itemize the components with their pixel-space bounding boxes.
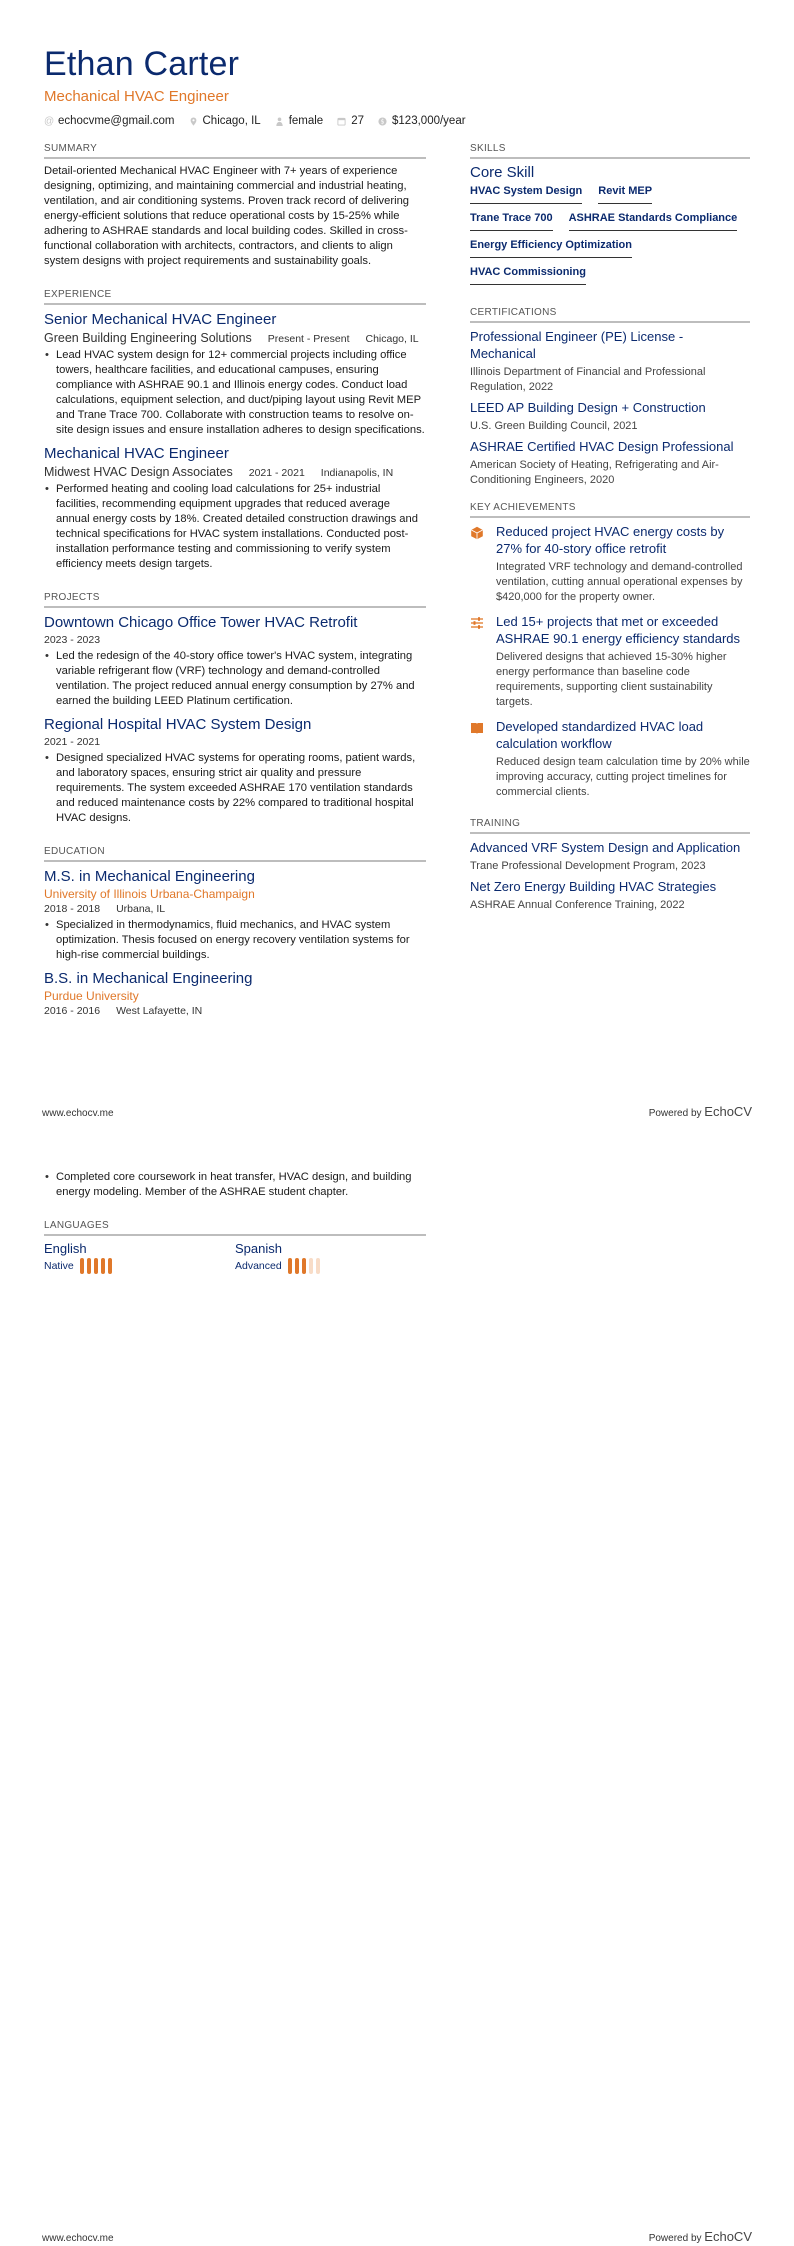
cert-issuer: Illinois Department of Financial and Professional Regulation, 2022 — [470, 366, 706, 393]
summary-heading: SUMMARY — [44, 143, 426, 159]
languages-heading: LANGUAGES — [44, 1220, 426, 1236]
footer-brand: EchoCV — [704, 1104, 752, 1119]
language-name: Spanish — [235, 1241, 282, 1256]
edu-bullet: • Specialized in thermodynamics, fluid mechanics, and HVAC system optimization. Thesis focused on energy recovery ventilation systems for high-rise commercial buildings. — [44, 918, 426, 963]
cert-issuer: U.S. Green Building Council, 2021 — [470, 420, 638, 432]
training-heading: TRAINING — [470, 818, 750, 834]
contact-gender-value: female — [288, 115, 324, 127]
proficiency-bar — [108, 1258, 112, 1274]
project-item — [44, 613, 426, 709]
achievement-body — [496, 718, 750, 804]
contact-gender — [275, 115, 324, 127]
contact-email-value: echocvme@gmail.com — [58, 115, 175, 127]
summary-section — [44, 143, 426, 269]
contact-age-value: 27 — [351, 115, 365, 127]
footer-brand: EchoCV — [704, 2229, 752, 2244]
project-title: Regional Hospital HVAC System Design — [44, 716, 312, 733]
contact-location — [189, 115, 261, 127]
projects-heading: PROJECTS — [44, 592, 426, 608]
contact-age — [337, 115, 364, 127]
edu-school: University of Illinois Urbana-Champaign — [44, 887, 255, 901]
language-level: Native — [44, 1260, 74, 1272]
left-column — [44, 143, 426, 1017]
cert-issuer: American Society of Heating, Refrigerating and Air-Conditioning Engineers, 2020 — [470, 459, 719, 486]
skill-group-title: Core Skill — [470, 164, 535, 181]
language-level-row — [235, 1258, 426, 1274]
projects-section — [44, 592, 426, 826]
dollar-icon — [378, 117, 387, 126]
left-column-continued — [44, 1167, 426, 1274]
achievement-item — [470, 613, 750, 714]
achievement-body — [496, 523, 750, 609]
job-dates: Present - Present — [267, 333, 350, 345]
skills-section — [470, 143, 750, 285]
contact-list — [44, 115, 466, 127]
edu-meta — [44, 1005, 426, 1017]
cert-item — [470, 328, 750, 395]
languages-grid — [44, 1241, 426, 1274]
proficiency-bars — [80, 1258, 112, 1274]
cert-name: ASHRAE Certified HVAC Design Professional — [470, 439, 734, 454]
contact-email[interactable] — [44, 115, 175, 127]
language-item — [235, 1241, 426, 1274]
right-column — [470, 143, 750, 917]
language-name: English — [44, 1241, 87, 1256]
proficiency-bar — [101, 1258, 105, 1274]
cert-name: LEED AP Building Design + Construction — [470, 400, 706, 415]
candidate-name: Ethan Carter — [44, 45, 240, 83]
skill-chip: Trane Trace 700 — [470, 212, 553, 231]
svg-text:$: $ — [380, 118, 385, 126]
language-level-row — [44, 1258, 235, 1274]
experience-item — [44, 310, 426, 438]
book-icon — [470, 721, 484, 735]
skills-heading: SKILLS — [470, 143, 750, 159]
certifications-heading: CERTIFICATIONS — [470, 307, 750, 323]
achievements-heading: KEY ACHIEVEMENTS — [470, 502, 750, 518]
project-dates: 2021 - 2021 — [44, 736, 101, 748]
project-bullet: • Led the redesign of the 40-story office tower's HVAC system, integrating variable refrigerant flow (VRF) technology and demand-controlled ventilation. The project reduced annual energy consumption by 27% and earned the building LEED Platinum certification. — [44, 649, 426, 709]
project-title: Downtown Chicago Office Tower HVAC Retrofit — [44, 614, 358, 631]
certifications-section — [470, 307, 750, 488]
edu-dates: 2016 - 2016 — [44, 1005, 101, 1017]
footer-powered: Powered by EchoCV — [648, 2229, 752, 2244]
achievement-title: Reduced project HVAC energy costs by 27% for 40-story office retrofit — [496, 524, 725, 556]
footer-powered: Powered by EchoCV — [648, 1104, 752, 1119]
achievement-title: Developed standardized HVAC load calculation workflow — [496, 719, 704, 751]
training-section — [470, 818, 750, 913]
person-icon — [275, 117, 284, 126]
edu-degree: B.S. in Mechanical Engineering — [44, 970, 253, 987]
cert-name: Professional Engineer (PE) License - Mechanical — [470, 329, 684, 361]
language-item — [44, 1241, 235, 1274]
project-bullets — [44, 751, 426, 826]
training-name: Net Zero Energy Building HVAC Strategies — [470, 879, 717, 894]
proficiency-bar — [295, 1258, 299, 1274]
skill-chips — [470, 185, 750, 285]
languages-section — [44, 1220, 426, 1274]
edu-bullet: • Completed core coursework in heat transfer, HVAC design, and building energy modeling. Member of the ASHRAE student chapter. — [44, 1170, 426, 1200]
achievement-item — [470, 523, 750, 609]
sliders-icon — [470, 616, 484, 630]
page-footer — [42, 1104, 752, 1119]
achievement-body — [496, 613, 750, 714]
edu-meta — [44, 903, 426, 915]
job-meta — [44, 331, 426, 345]
proficiency-bar — [94, 1258, 98, 1274]
achievement-desc: Delivered designs that achieved 15-30% higher energy performance than baseline code requirements, supporting client sustainability targets. — [496, 651, 727, 708]
contact-salary-value: $123,000/year — [392, 115, 466, 127]
cert-item — [470, 438, 750, 488]
job-company: Midwest HVAC Design Associates — [44, 465, 233, 479]
job-bullet: • Lead HVAC system design for 12+ commercial projects including office towers, healthcare facilities, and educational campuses, ensuring compliance with ASHRAE 90.1 and Illinois energy codes. Conduct load calculations, equipment selection, and duct/piping layout using Revit MEP and Trane Trace 700. Collaborate with construction teams to resolve on-site design issues and ensure installation adheres to design specifications. — [44, 348, 426, 438]
summary-text: Detail-oriented Mechanical HVAC Engineer with 7+ years of experience designing, optimizing, and maintaining commercial and industrial heating, ventilation, and air conditioning systems. Proven track record of delivering energy-efficient solutions that reduce operational costs by 15-25% while adhering to ASHRAE standards and local building codes. Skilled in cross-functional collaboration with architects, contractors, and clients to align system designs with project requirements and sustainability goals. — [44, 165, 410, 267]
achievements-section — [470, 502, 750, 804]
job-bullets — [44, 348, 426, 438]
proficiency-bar — [87, 1258, 91, 1274]
training-name: Advanced VRF System Design and Application — [470, 840, 741, 855]
skill-chip: Revit MEP — [598, 185, 652, 204]
education-section — [44, 846, 426, 1017]
edu-bullets — [44, 918, 426, 963]
achievement-title: Led 15+ projects that met or exceeded ASHRAE 90.1 energy efficiency standards — [496, 614, 741, 646]
experience-heading: EXPERIENCE — [44, 289, 426, 305]
proficiency-bars — [288, 1258, 320, 1274]
project-bullets — [44, 649, 426, 709]
proficiency-bar — [302, 1258, 306, 1274]
resume-header — [44, 44, 466, 127]
job-location: Chicago, IL — [365, 333, 419, 345]
project-dates: 2023 - 2023 — [44, 634, 101, 646]
location-pin-icon — [189, 117, 198, 126]
cube-icon — [470, 526, 484, 540]
edu-dates: 2018 - 2018 — [44, 903, 101, 915]
achievement-desc: Reduced design team calculation time by 20% while improving accuracy, cutting project timelines for commercial clients. — [496, 756, 750, 798]
training-issuer: ASHRAE Annual Conference Training, 2022 — [470, 899, 685, 911]
achievement-desc: Integrated VRF technology and demand-controlled ventilation, cutting annual operational expenses by $420,000 for the property owner. — [496, 561, 743, 603]
edu-bullets-continued — [44, 1170, 426, 1200]
job-bullets — [44, 482, 426, 572]
job-bullet: • Performed heating and cooling load calculations for 25+ industrial facilities, recommending equipment upgrades that reduced average annual energy costs by 18%. Created detailed construction drawings and technical specifications for HVAC system installations. Conducted post-installation performance testing and commissioning to verify system efficiency meets design targets. — [44, 482, 426, 572]
experience-section — [44, 289, 426, 572]
proficiency-bar — [309, 1258, 313, 1274]
education-item — [44, 867, 426, 963]
contact-salary — [378, 115, 466, 127]
at-icon: @ — [44, 115, 55, 127]
project-bullet: • Designed specialized HVAC systems for operating rooms, patient wards, and laboratory spaces, ensuring strict air quality and pressure requirements. The system exceeded ASHRAE 170 ventilation standards and reduced maintenance costs by 22% compared to traditional hospital HVAC designs. — [44, 751, 426, 826]
language-level: Advanced — [235, 1260, 282, 1272]
skill-chip: HVAC System Design — [470, 185, 582, 204]
job-dates: 2021 - 2021 — [248, 467, 305, 479]
cert-item — [470, 399, 750, 434]
skill-chip: HVAC Commissioning — [470, 266, 586, 285]
edu-school: Purdue University — [44, 989, 139, 1003]
proficiency-bar — [288, 1258, 292, 1274]
training-item — [470, 878, 750, 913]
training-item — [470, 839, 750, 874]
training-issuer: Trane Professional Development Program, 2023 — [470, 860, 706, 872]
experience-item — [44, 444, 426, 572]
calendar-icon — [337, 117, 346, 126]
proficiency-bar — [80, 1258, 84, 1274]
skill-chip: ASHRAE Standards Compliance — [569, 212, 738, 231]
contact-location-value: Chicago, IL — [202, 115, 261, 127]
project-item — [44, 715, 426, 826]
footer-url[interactable]: www.echocv.me — [42, 2233, 114, 2244]
candidate-title: Mechanical HVAC Engineer — [44, 88, 229, 105]
edu-location: Urbana, IL — [116, 903, 166, 915]
footer-url[interactable]: www.echocv.me — [42, 1108, 114, 1119]
job-meta — [44, 465, 426, 479]
job-title: Senior Mechanical HVAC Engineer — [44, 311, 277, 328]
achievement-item — [470, 718, 750, 804]
job-title: Mechanical HVAC Engineer — [44, 445, 229, 462]
resume-page-2 — [0, 1123, 794, 2246]
education-item — [44, 969, 426, 1017]
skill-chip: Energy Efficiency Optimization — [470, 239, 632, 258]
job-company: Green Building Engineering Solutions — [44, 331, 252, 345]
page-footer — [42, 2229, 752, 2244]
edu-degree: M.S. in Mechanical Engineering — [44, 868, 255, 885]
proficiency-bar — [316, 1258, 320, 1274]
education-heading: EDUCATION — [44, 846, 426, 862]
job-location: Indianapolis, IN — [320, 467, 394, 479]
edu-location: West Lafayette, IN — [116, 1005, 203, 1017]
